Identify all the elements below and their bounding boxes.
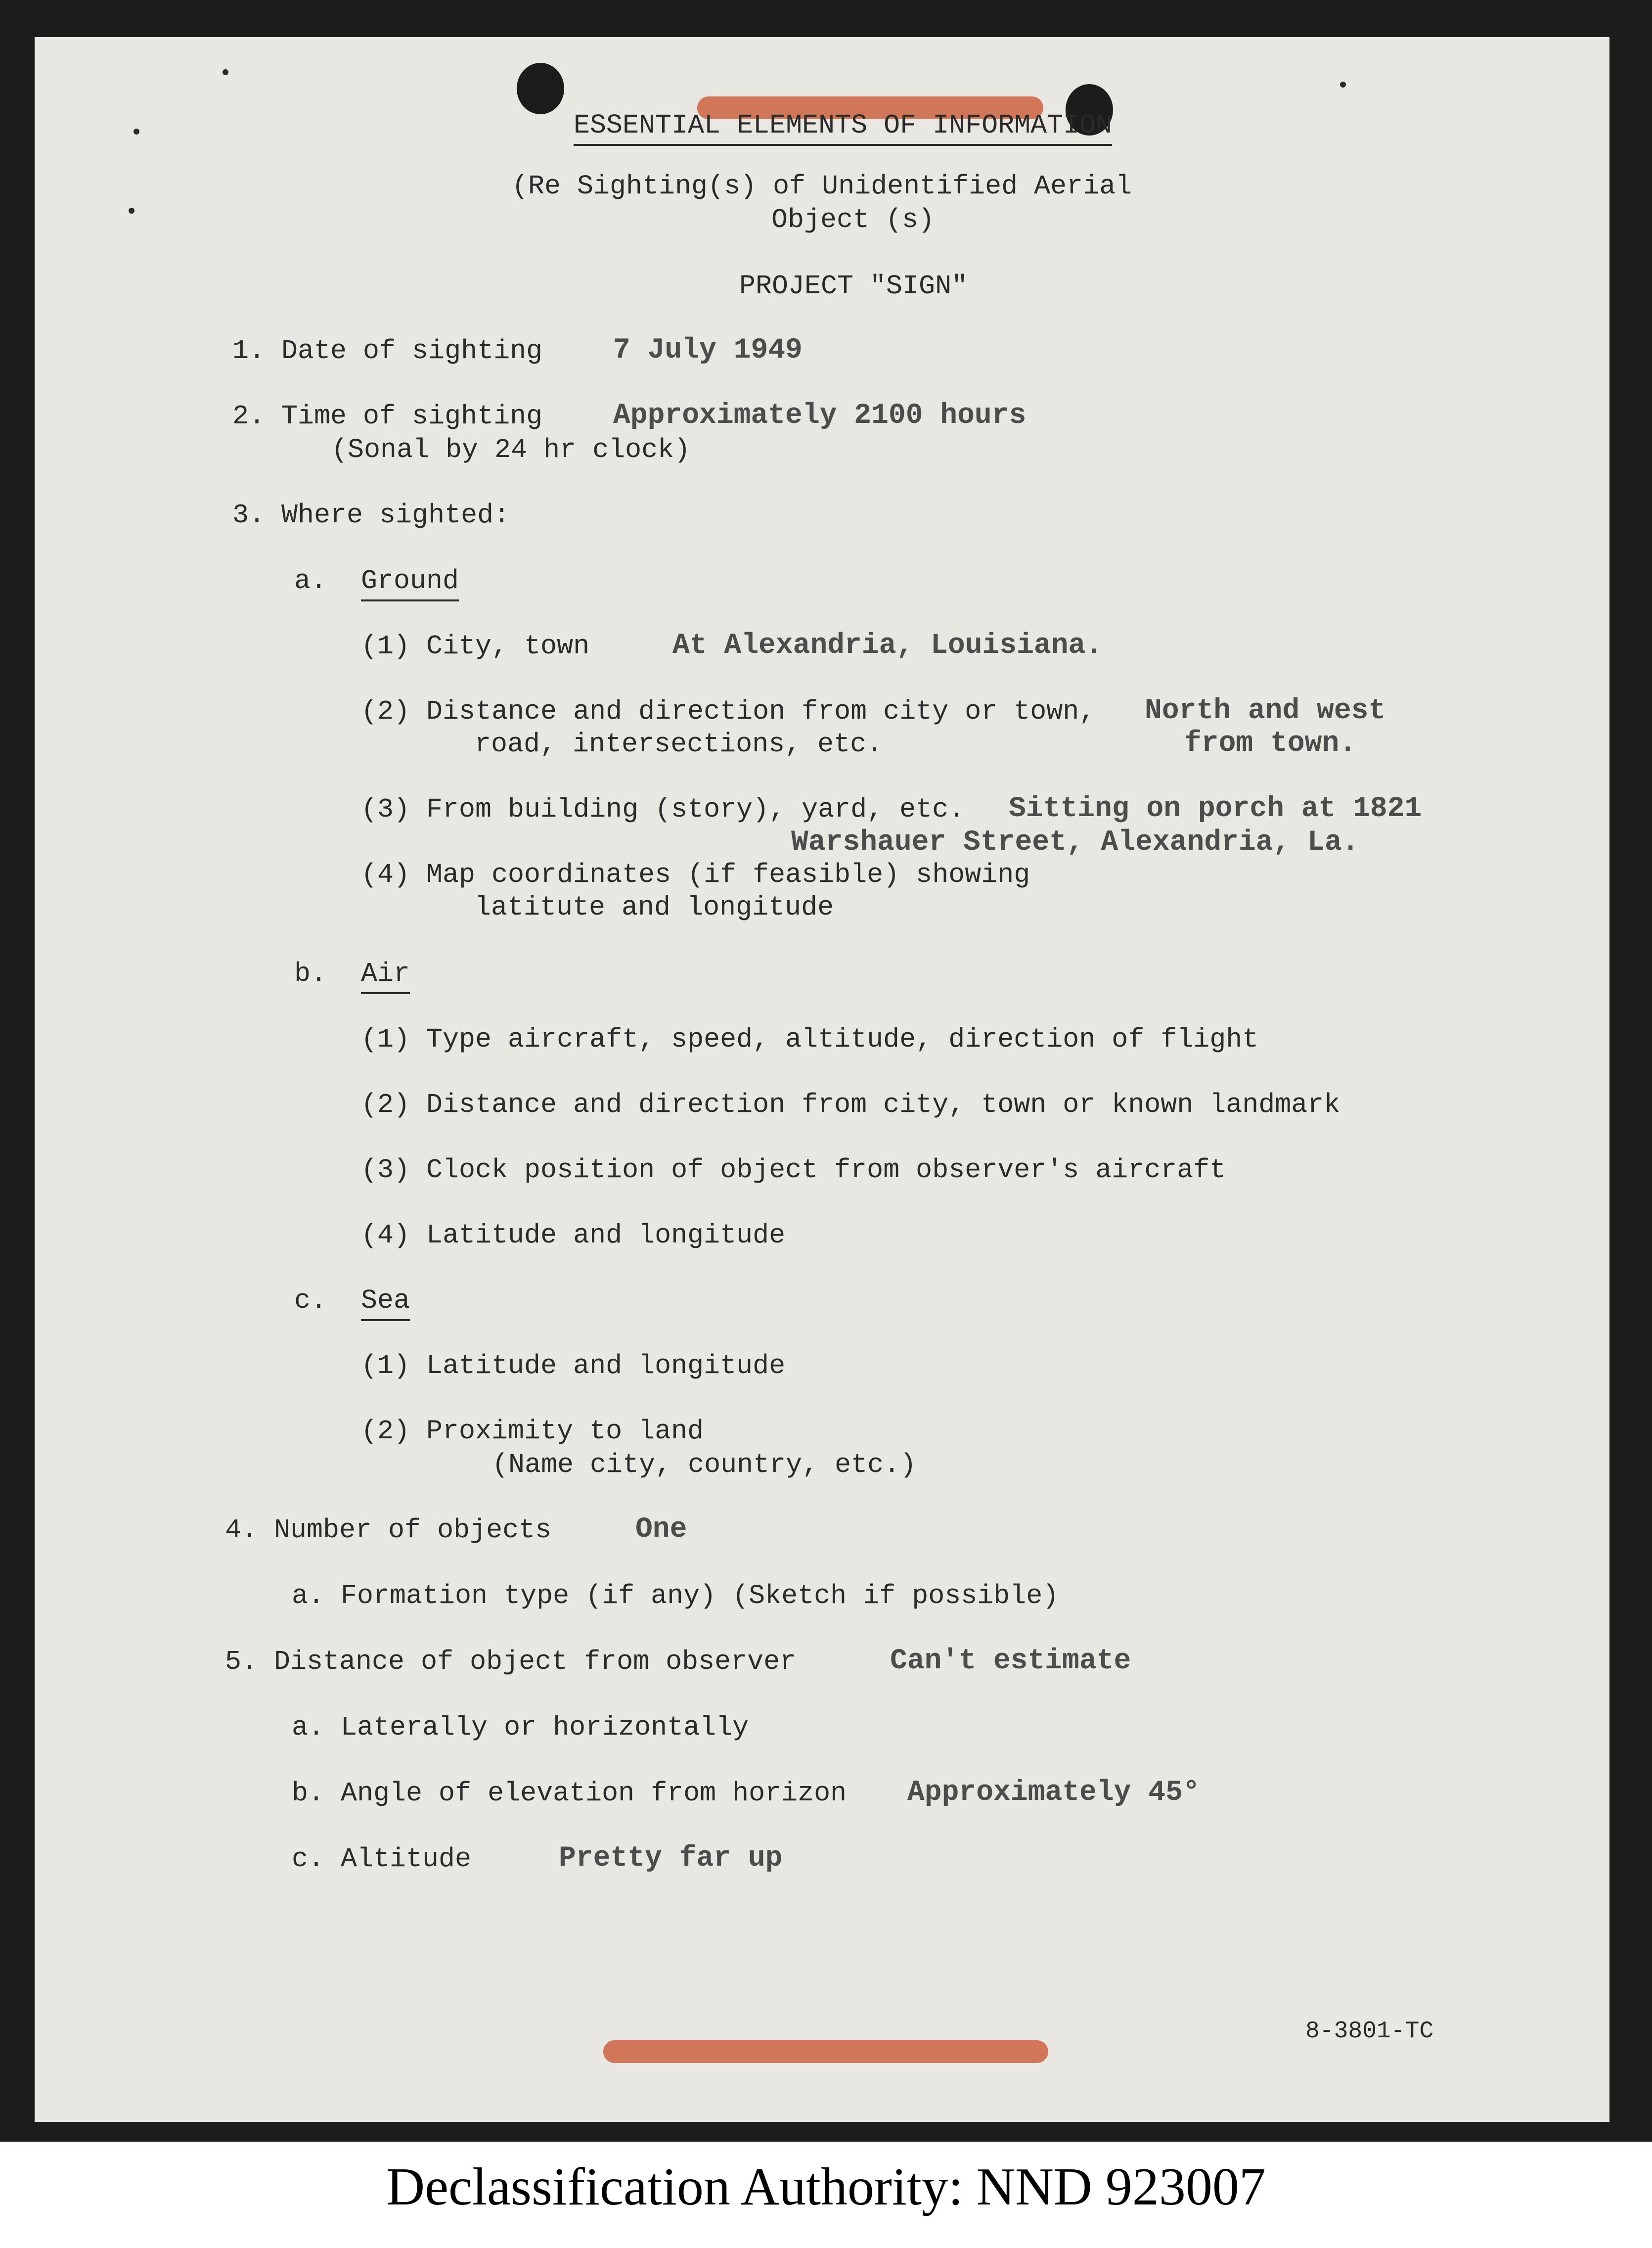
ground-map-label-cont: latitute and longitude	[475, 892, 834, 923]
speck	[223, 69, 228, 75]
air-item-3: (3) Clock position of object from observer's aircraft	[361, 1154, 1226, 1186]
sea-heading: Sea	[361, 1285, 410, 1321]
form-number: 8-3801-TC	[1305, 2018, 1434, 2045]
air-letter: b.	[294, 958, 327, 989]
formation-label: a. Formation type (if any) (Sketch if possible)	[292, 1580, 1059, 1611]
ground-map-label: (4) Map coordinates (if feasible) showing	[361, 859, 1030, 890]
ground-city-value: At Alexandria, Louisiana.	[672, 630, 1103, 662]
ground-building-label: (3) From building (story), yard, etc.	[361, 794, 965, 825]
ground-distance-label-cont: road, intersections, etc.	[475, 729, 883, 760]
ground-building-value-cont: Warshauer Street, Alexandria, La.	[791, 826, 1359, 859]
ground-heading: Ground	[361, 565, 459, 601]
document-page	[35, 37, 1609, 2122]
sea-letter: c.	[294, 1285, 327, 1316]
ground-distance-value-cont: from town.	[1184, 728, 1357, 760]
ground-city-label: (1) City, town	[361, 631, 590, 662]
speck	[1340, 82, 1346, 88]
angle-label: b. Angle of elevation from horizon	[292, 1778, 847, 1809]
sea-item-1: (1) Latitude and longitude	[361, 1350, 786, 1381]
date-value: 7 July 1949	[613, 334, 803, 367]
angle-value: Approximately 45°	[907, 1777, 1200, 1809]
sea-item-2-note: (Name city, country, etc.)	[492, 1449, 917, 1480]
speck	[134, 129, 139, 135]
where-label: 3. Where sighted:	[232, 500, 510, 531]
time-value: Approximately 2100 hours	[613, 400, 1027, 432]
ground-distance-label: (2) Distance and direction from city or town,	[361, 696, 1096, 727]
speck	[129, 208, 134, 214]
punch-hole-left	[517, 63, 564, 114]
redaction-smear-bottom	[603, 2040, 1048, 2063]
declassification-authority: Declassification Authority: NND 923007	[386, 2157, 1266, 2216]
document-subtitle: (Re Sighting(s) of Unidentified Aerial	[512, 171, 1132, 202]
altitude-label: c. Altitude	[292, 1843, 472, 1875]
ground-distance-value: North and west	[1145, 695, 1386, 727]
air-item-2: (2) Distance and direction from city, town or known landmark	[361, 1089, 1340, 1120]
document-title: ESSENTIAL ELEMENTS OF INFORMATION	[574, 110, 1112, 146]
ground-letter: a.	[294, 565, 327, 596]
air-heading: Air	[361, 958, 410, 994]
lateral-label: a. Laterally or horizontally	[292, 1712, 749, 1743]
air-item-1: (1) Type aircraft, speed, altitude, direction of flight	[361, 1024, 1259, 1055]
document-subtitle-cont: Object (s)	[771, 204, 935, 235]
time-note: (Sonal by 24 hr clock)	[331, 434, 691, 465]
time-label: 2. Time of sighting	[232, 401, 543, 432]
air-item-4: (4) Latitude and longitude	[361, 1220, 786, 1251]
ground-building-value: Sitting on porch at 1821	[1009, 793, 1422, 825]
altitude-value: Pretty far up	[559, 1842, 783, 1875]
distance-label: 5. Distance of object from observer	[225, 1646, 797, 1677]
objects-label: 4. Number of objects	[225, 1514, 552, 1546]
project-name: PROJECT "SIGN"	[739, 271, 968, 302]
objects-value: One	[635, 1514, 687, 1546]
sea-item-2: (2) Proximity to land	[361, 1416, 704, 1447]
distance-value: Can't estimate	[890, 1645, 1131, 1677]
date-label: 1. Date of sighting	[232, 335, 543, 367]
